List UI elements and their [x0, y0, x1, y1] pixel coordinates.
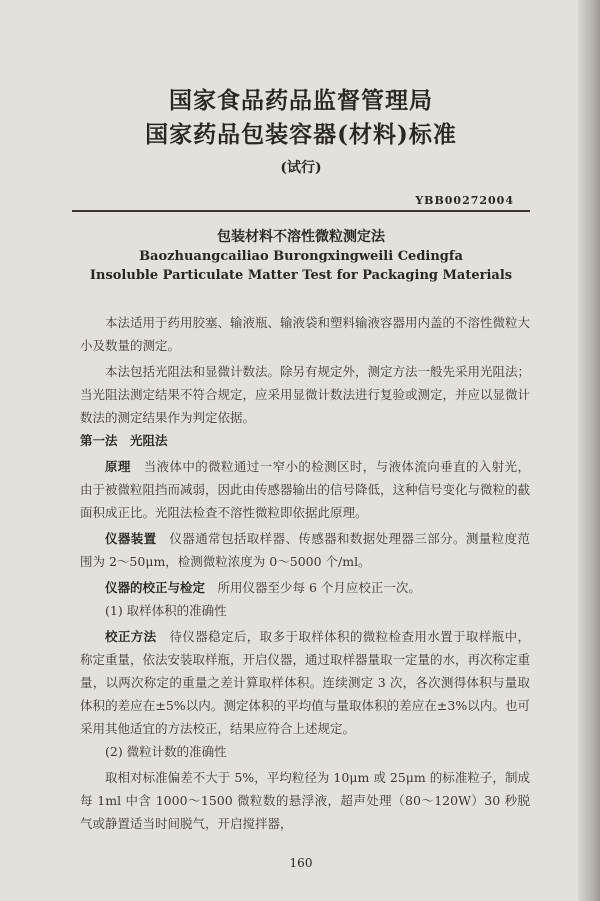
body-text	[80, 311, 530, 835]
trial-label: (试行)	[280, 160, 322, 176]
paragraph-scope: 本法适用于药用胶塞、输液瓶、输液袋和塑料输液容器用内盖的不溶性微粒大小及数量的测定。	[80, 315, 531, 353]
paragraph-count: 取相对标准偏差不大于 5%，平均粒径为 10μm 或 25μm 的标准粒子，制成每 1ml 中含 1000～1500 微粒数的悬浮液，超声处理（80～120W）30 秒脱气或静置适当时间脱气，开启搅拌器，	[80, 770, 530, 831]
section-heading: 第一法 光阻法	[80, 433, 168, 448]
paragraph-apparatus	[80, 527, 530, 573]
calibration-method-label: 校正方法	[105, 629, 157, 644]
paragraph-calibration-method	[80, 625, 530, 740]
title-line-1: 国家食品药品监督管理局	[169, 87, 433, 114]
calibration-label: 仪器的校正与检定	[105, 580, 206, 595]
page-number: 160	[289, 856, 313, 870]
item-2: (2) 微粒计数的准确性	[105, 744, 227, 759]
standard-code: YBB00272004	[415, 194, 514, 207]
apparatus-text: 仪器通常包括取样器、传感器和数据处理器三部分。测量粒度范围为 2～50μm，检测微粒浓度为 0～5000 个/ml。	[80, 531, 530, 569]
apparatus-label: 仪器装置	[105, 531, 157, 546]
paragraph-principle	[80, 455, 530, 524]
calibration-text: 所用仪器至少每 6 个月应校正一次。	[217, 580, 421, 595]
paragraph-methods: 本法包括光阻法和显微计数法。除另有规定外，测定方法一般先采用光阻法；当光阻法测定结果不符合规定，应采用显微计数法进行复验或测定，并应以显微计数法的测定结果作为判定依据。	[80, 364, 531, 425]
method-title-pinyin: Baozhuangcailiao Burongxingweili Cedingfa	[139, 249, 463, 264]
divider	[72, 210, 530, 212]
calibration-method-text: 待仪器稳定后，取多于取样体积的微粒检查用水置于取样瓶中，称定重量，依法安装取样瓶，开启仪器，通过取样器量取一定量的水，再次称定重量，以两次称定的重量之差计算取样体积。连续测定 3 次，各次测得体积与量取体积的差应在±5%以内。测定体积的平均值与量取体积的差应在±3%以内。也可采用其他适宜的方法校正，结果应符合上述规定。	[80, 629, 531, 736]
principle-label: 原理	[105, 459, 131, 474]
method-title-en: Insoluble Particulate Matter Test for Packaging Materials	[89, 268, 513, 283]
title-line-2: 国家药品包装容器(材料)标准	[145, 121, 457, 148]
method-title-cn: 包装材料不溶性微粒测定法	[217, 229, 385, 245]
paragraph-calibration	[80, 576, 530, 599]
principle-text: 当液体中的微粒通过一窄小的检测区时，与液体流向垂直的入射光，由于被微粒阻挡而减弱，因此由传感器输出的信号降低，这种信号变化与微粒的截面积成正比。光阻法检查不溶性微粒即依据此原理。	[80, 459, 531, 520]
item-1: (1) 取样体积的准确性	[105, 603, 227, 618]
